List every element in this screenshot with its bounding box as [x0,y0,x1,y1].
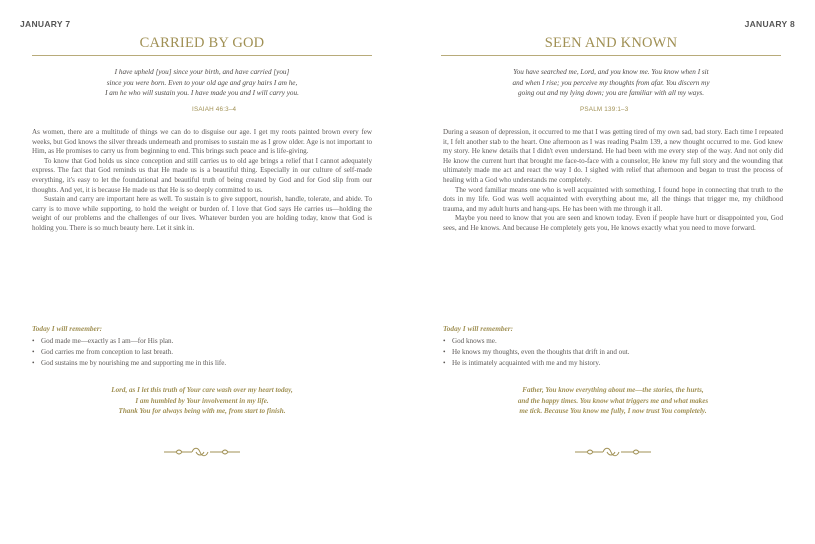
list-item [32,347,372,358]
body-paragraph: To know that God holds us since conception and still carries us to old age brings a relief that I cannot adequately express. The fact that God reminds us that He made us is a beautiful thing. Especially in our culture of self-made everything, it's easy to let the foundational and beautiful truth of being created by God and for God slip from our thoughts. And yet, it is because He made us that He is so deeply committed to us. [32,156,372,194]
list-item [32,336,372,347]
list-item [32,358,372,369]
body-paragraph: As women, there are a multitude of things we can do to disguise our age. I get my roots painted brown every few weeks, but God knows the silver threads underneath and promises to sustain me as I grow older. Age is not important to Him, as He promises to carry us from beginning to end. This brings such peace and is life-giving. [32,128,372,156]
flourish-divider-icon [162,446,242,458]
list-item-text: God sustains me by nourishing me and supporting me in this life. [41,358,227,367]
devotion-body [443,128,783,234]
list-item-text: God knows me. [452,337,497,345]
verse-line: I am he who will sustain you. I have made you and I will carry you. [105,89,299,97]
flourish-divider-icon [573,446,653,458]
remember-section [443,324,783,368]
bullet-icon: • [32,347,35,356]
body-paragraph: During a season of depression, it occurred to me that I was getting tired of my own sad, bad story. Each time I repeated it, I felt another stab to the heart. One afternoon as I was reading Psalm 139, a new thought occurred to me. God knew my story. He knew details that I didn't even understand. He had been with me every step of the way. And not only did He know the current hurt that brought me face-to-face with a counselor, He knew my full story and the wounding that ultimately made me act and react the way I do. I sighed with relief that afternoon and began to trust the process of healing with a God who understands me completely. [443,128,783,184]
devotion-title: SEEN AND KNOWN [441,35,781,56]
bullet-icon: • [32,337,35,345]
prayer-line: Father, You know everything about me—the stories, the hurts, [522,386,704,394]
right-page [407,0,815,544]
remember-heading: Today I will remember: [443,324,514,333]
prayer-line: me tick. Because You know me fully, I now trust You completely. [519,407,707,415]
body-paragraph: The word familiar means one who is well acquainted with something. I found hope in connecting that truth to the dots in my life. God was well acquainted with everything about me, all the things that trigger me, my childhood trauma, and my adult hurts and hang-ups. He has been with me through it all. [443,185,783,213]
prayer-line: Lord, as I let this truth of Your care wash over my heart today, [111,386,293,394]
devotion-title: CARRIED BY GOD [32,35,372,56]
remember-list [443,336,783,368]
left-page [0,0,407,544]
page-date: JANUARY 7 [20,19,71,29]
scripture-reference: ISAIAH 46:3–4 [192,106,237,113]
list-item-text: He is intimately acquainted with me and my history. [452,358,601,367]
bullet-icon: • [443,337,446,345]
prayer-line: and the happy times. You know what triggers me and what makes [517,396,709,405]
remember-list [32,336,372,368]
body-paragraph: Sustain and carry are important here as well. To sustain is to give support, nourish, handle, tolerate, and abide. To carry is to move while supporting, to hold the weight or burden of. I love that God says He carries us—holding the weight of our problems and the challenges of our lives. Whatever burden you are holding today, know that God is holding you. There is so much beauty here. Let it sink in. [32,195,372,232]
verse-line: going out and my lying down; you are familiar with all my ways. [518,89,704,97]
verse-line: I have upheld [you] since your birth, and have carried [you] [114,68,290,76]
prayer-line: Thank You for always being with me, from start to finish. [118,407,286,415]
bullet-icon: • [443,358,446,367]
remember-section [32,324,372,368]
verse-line: since you were born. Even to your old age and gray hairs I am he, [106,78,298,87]
scripture-verse [32,67,372,99]
bullet-icon: • [32,358,35,367]
scripture-reference: PSALM 139:1–3 [580,106,629,113]
prayer-line: I am humbled by Your involvement in my life. [135,396,269,405]
verse-line: You have searched me, Lord, and you know me. You know when I sit [513,68,709,76]
prayer [443,385,783,417]
bullet-icon: • [443,347,446,356]
body-paragraph: Maybe you need to know that you are seen and known today. Even if people have hurt or disappointed you, God sees, and He knows. And because He completely gets you, He knows exactly what you need to move forward. [443,214,783,232]
devotion-body [32,128,372,234]
page-date: JANUARY 8 [744,19,795,29]
list-item-text: God carries me from conception to last breath. [41,347,173,356]
list-item [443,336,783,347]
scripture-verse [441,67,781,99]
remember-heading: Today I will remember: [32,324,103,333]
list-item [443,358,783,369]
list-item-text: God made me—exactly as I am—for His plan. [41,337,174,345]
prayer [32,385,372,417]
verse-line: and when I rise; you perceive my thoughts from afar. You discern my [512,78,710,87]
list-item [443,347,783,358]
list-item-text: He knows my thoughts, even the thoughts that drift in and out. [452,347,630,356]
